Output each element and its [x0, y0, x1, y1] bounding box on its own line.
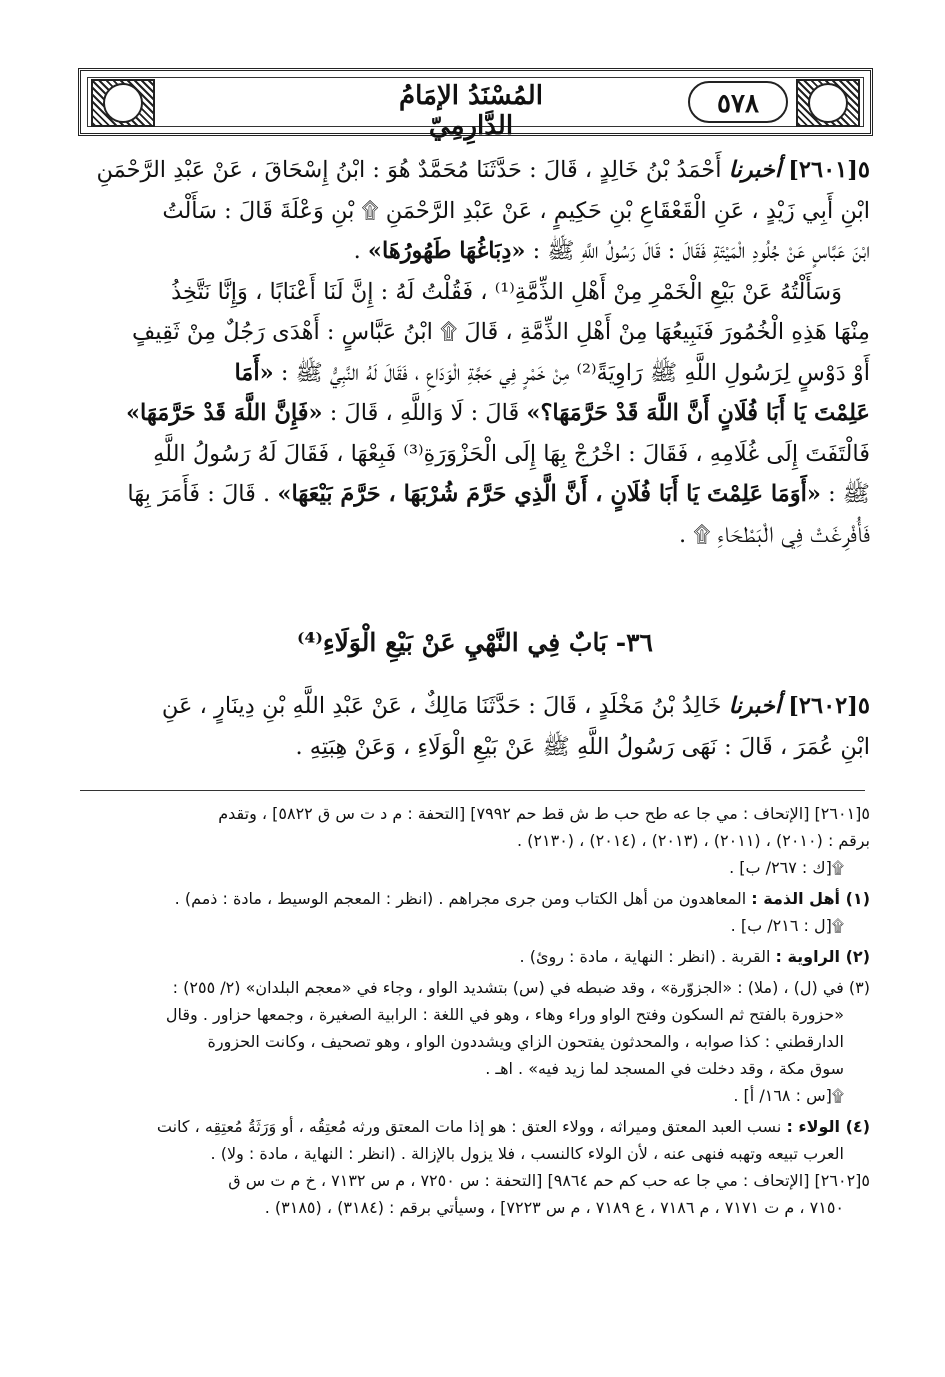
prophetic-quote: «دِبَاغُهَا طَهُورُهَا» — [367, 238, 526, 264]
footnote-line: سوق مكة ، وقد دخلت في المسجد لما زيد فيه» . اهـ . — [485, 1059, 844, 1078]
text-line — [80, 353, 870, 394]
footnote-text: نسب العبد المعتق وميراثه ، وولاء العتق : هو إذا مات المعتق ورثه مُعتِقُه ، أو وَرَثَةُ مُعتِقِه ، كانت — [156, 1117, 782, 1136]
footnote-text: القربة . (انظر : النهاية ، مادة : روئ) . — [519, 947, 771, 966]
hadith-2602 — [80, 686, 870, 767]
text-line — [80, 474, 870, 515]
footnote-line: ٧١٥٠ ، م ت ٧١٧١ ، م ٧١٨٦ ، ع ٧١٨٩ ، م س ٧٢٢٣] ، وسيأتي برقم : (٣١٨٤) ، (٣١٨٥) . — [264, 1198, 844, 1217]
line-text: ابْنَ عَبَّاسٍ عَنْ جُلُودِ الْمَيْتَةِ فَقَالَ : قَالَ رَسُولُ اللَّهِ ﷺ : — [532, 238, 870, 264]
footnote-line: «حزورة بالفتح ثم السكون وفتح الواو وراء وهاء ، وهو في اللغة : الرابية الصغيرة ، وجمعها حزاور . وقال — [165, 1005, 844, 1024]
text-line: ابْنِ عُمَرَ ، قَالَ : نَهَى رَسُولُ اللَّهِ ﷺ عَنْ بَيْعِ الْوَلَاءِ ، وَعَنْ هِبَتِهِ . — [295, 733, 870, 760]
text-line: فَأُفْرِغَتْ فِي الْبَطْحَاءِ ۩ . — [679, 521, 870, 548]
prophetic-quote: «فَإِنَّ اللَّهَ قَدْ حَرَّمَهَا» — [125, 400, 323, 426]
footnote-line — [80, 943, 870, 970]
hadith-number: ٥[٢٦٠٢] — [788, 693, 870, 719]
footnote-line: الدارقطني : كذا صوابه ، والمحدثون يفتحون الزاي ويشددون الواو ، وهو تصحيف ، وكانت الحزورة — [207, 1032, 844, 1051]
line-text: أَحْمَدُ بْنُ خَالِدٍ ، قَالَ : حَدَّثَنَا مُحَمَّدٌ هُوَ : ابْنُ إِسْحَاقَ ، عَنْ عَبْدِ الرَّحْمَنِ — [96, 157, 722, 183]
line-text: . قَالَ : فَأَمَرَ بِهَا — [127, 481, 271, 507]
hadith-number: ٥[٢٦٠١] — [788, 157, 870, 183]
text-line: فَالْتَفَتَ إِلَى غُلَامِهِ ، فَقَالَ : اخْرُجْ بِهَا إِلَى الْحَزْوَرَةِ⁽³⁾ فَبِعْهَا ، فَقَالَ لَهُ رَسُولُ اللَّهِ — [153, 440, 870, 467]
text-line — [80, 686, 870, 727]
chapter-heading: ٣٦- بَابٌ فِي النَّهْيِ عَنْ بَيْعِ الْوَلَاءِ⁽⁴⁾ — [297, 628, 653, 657]
prophetic-quote: «أَوَمَا عَلِمْتَ يَا أَبَا فُلَانٍ ، أَنَّ الَّذِي حَرَّمَ شُرْبَهَا ، حَرَّمَ بَيْعَهَا» — [277, 481, 821, 507]
footnote-line: ۩[ل : ٢١٦/ ب] . — [730, 916, 844, 935]
text-line: مِنْهَا هَذِهِ الْخُمُورَ فَنَبِيعُهَا مِنْ أَهْلِ الذِّمَّةِ ، قَالَ ۩ ابْنُ عَبَّاسٍ : أَهْدَى رَجُلٌ مِنْ ثَقِيفٍ — [131, 319, 870, 345]
seal-left-icon — [103, 83, 143, 123]
footnotes — [80, 800, 870, 1221]
text-line — [80, 231, 870, 272]
footnote-term: (١) أهل الذمة : — [751, 889, 870, 908]
line-text: ﷺ : — [828, 481, 870, 507]
footnote-divider — [80, 790, 865, 791]
footnote-line: (٣) في (ل) ، (ملا) : «الجزوّرة» ، وقد ضبطه في (س) بتشديد الواو ، وجاء في «معجم البلدان» (٢/ ٢٥٥) : — [172, 978, 870, 997]
footnote-line: ۩[ك : ٢٦٧/ ب] . — [729, 858, 844, 877]
page-number: ٥٧٨ — [688, 81, 788, 123]
line-text: قَالَ : لَا وَاللَّهِ ، قَالَ : — [329, 400, 520, 426]
text-line: ابْنِ أَبِي زَيْدٍ ، عَنِ الْقَعْقَاعِ بْنِ حَكِيمٍ ، عَنْ عَبْدِ الرَّحْمَنِ ۩ بْنِ وَعْلَةَ قَالَ : سَأَلْتُ — [162, 197, 870, 224]
footnote-line: ۩[س : ١٦٨/ أ] . — [733, 1086, 844, 1105]
footnote-line: العرب تبيعه وتهبه فنهى عنه ، لأن الولاء كالنسب ، فلا يزول بالإزالة . (انظر : النهاية ، مادة : ولا) . — [210, 1144, 844, 1163]
narration-formula: أخبرنا — [728, 157, 782, 183]
hadith-2601 — [80, 150, 870, 555]
line-text: . — [353, 238, 361, 264]
footnote-line: ٥[٢٦٠٢] [الإتحاف : مي جا عه حب كم حم ٩٨٦٤] [التحفة : س ٧٢٥٠ ، م س ٧١٣٢ ، خ م ت س ق — [228, 1171, 870, 1190]
footnote-text: المعاهدون من أهل الكتاب ومن جرى مجراهم . (انظر : المعجم الوسيط ، مادة : ذمم) . — [174, 889, 747, 908]
text-line: وَسَأَلْتُهُ عَنْ بَيْعِ الْخَمْرِ مِنْ أَهْلِ الذِّمَّةِ⁽¹⁾ ، فَقُلْتُ لَهُ : إِنَّ لَنَا أَعْنَابًا ، وَإِنَّا نَتَّخِذُ — [171, 278, 842, 305]
text-line — [80, 150, 870, 191]
prophetic-quote: عَلِمْتَ يَا أَبَا فُلَانٍ أَنَّ اللَّهَ قَدْ حَرَّمَهَا؟» — [526, 400, 870, 426]
header-title: المُسْنَدُ الإمَامُ الدَّارِمِيّ — [399, 81, 543, 141]
footnote-line: ٥[٢٦٠١] [الإتحاف : مي جا عه طح حب ط ش قط حم ٧٩٩٢] [التحفة : م د ت س ق ٥٨٢٢] ، وتقدم — [218, 804, 870, 823]
footnote-line — [80, 1113, 870, 1140]
seal-right-icon — [808, 83, 848, 123]
line-text: خَالِدُ بْنُ مَخْلَدٍ ، قَالَ : حَدَّثَنَا مَالِكٌ ، عَنْ عَبْدِ اللَّهِ بْنِ دِينَارٍ ، عَنِ — [161, 693, 722, 719]
page-header — [78, 68, 873, 141]
narration-formula: أخبرنا — [728, 693, 782, 719]
footnote-term: (٢) الراوية : — [775, 947, 870, 966]
footnote-line — [80, 885, 870, 912]
prophetic-quote: «أَمَا — [234, 359, 274, 386]
footnote-line: برقم : (٢٠١٠) ، (٢٠١١) ، (٢٠١٣) ، (٢٠١٤) ، (٢١٣٠) . — [517, 831, 870, 850]
line-text: أَوْ دَوْسٍ لِرَسُولِ اللَّهِ ﷺ رَاوِيَةً⁽²⁾ مِنْ خَمْرٍ فِي حَجَّةِ الْوَدَاعِ ، فَقَالَ لَهُ النَّبِيُّ ﷺ : — [280, 359, 870, 386]
text-line — [80, 393, 870, 434]
footnote-term: (٤) الولاء : — [786, 1117, 870, 1136]
